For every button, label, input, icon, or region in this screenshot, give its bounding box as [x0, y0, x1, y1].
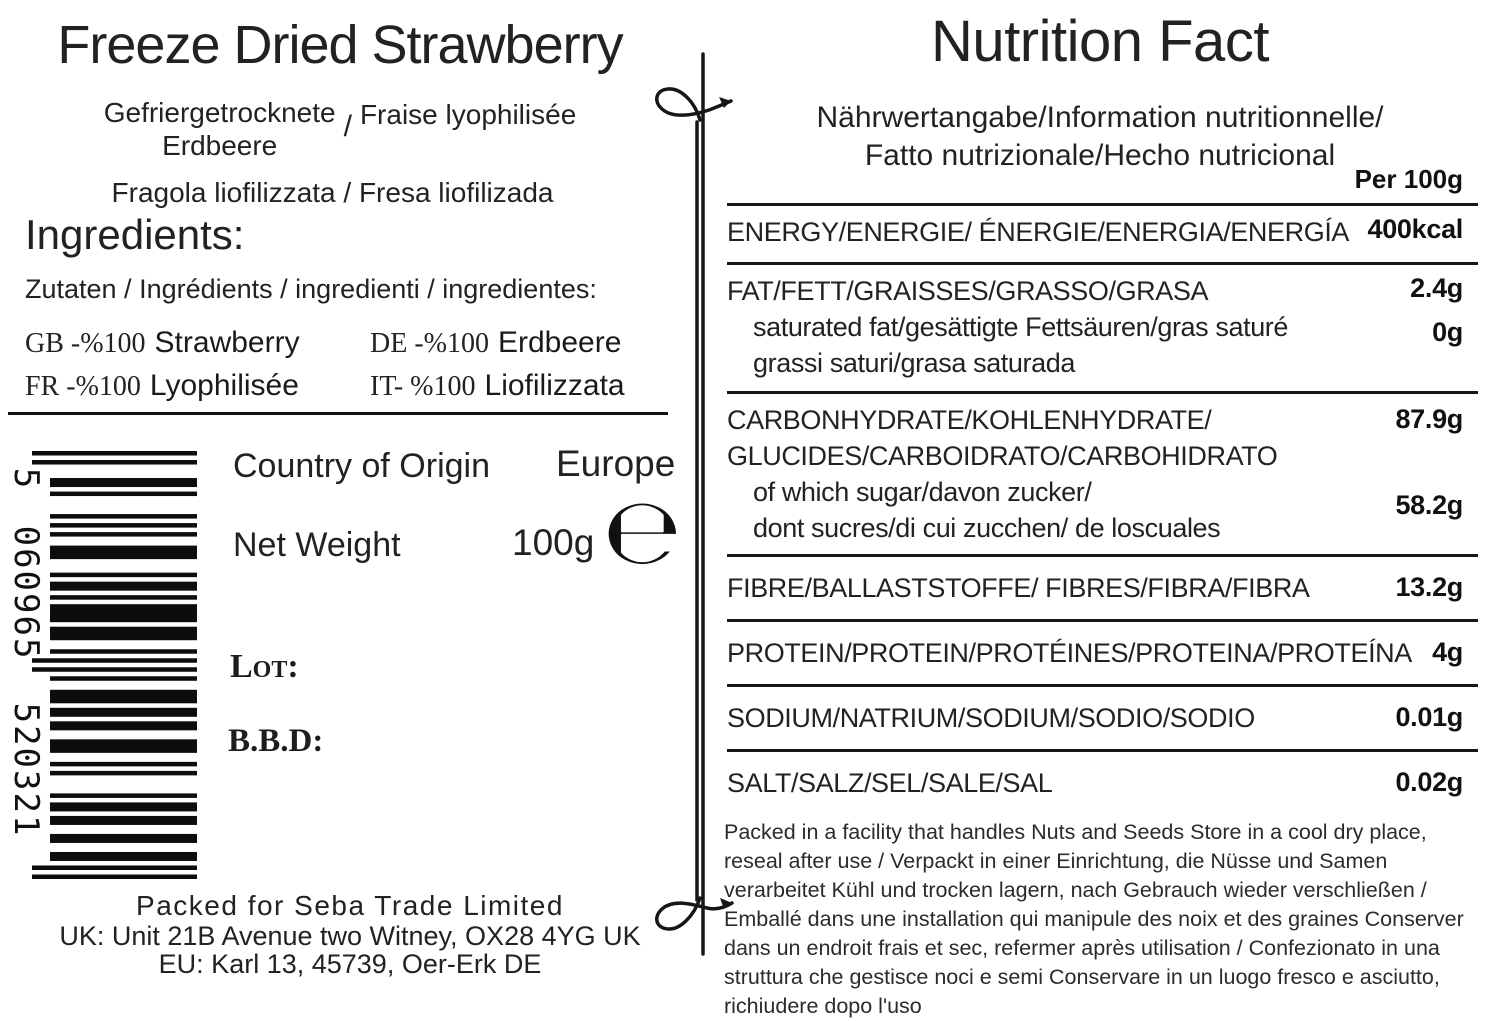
nutrition-row-salt-label: SALT/SALZ/SEL/SALE/SAL	[727, 768, 1053, 798]
nutrition-row-protein-value: 4g	[1432, 637, 1463, 667]
barcode	[5, 448, 205, 883]
barcode-bar	[50, 649, 197, 654]
ingredient-gb-code: GB -%100	[25, 328, 146, 359]
barcode-bar	[50, 478, 197, 487]
nutrition-row-sodium-value: 0.01g	[1395, 702, 1463, 732]
nutrition-row-carb-label2: GLUCIDES/CARBOIDRATO/CARBOHIDRATO	[727, 441, 1278, 471]
subtitle-slash: /	[343, 110, 352, 143]
nutrition-row-energy	[727, 206, 1478, 262]
barcode-bar	[50, 802, 197, 811]
nutrition-title: Nutrition Fact	[931, 9, 1269, 74]
barcode-bar	[50, 573, 197, 578]
ingredient-de	[370, 326, 621, 360]
nutrition-row-fat-sub2: grassi saturi/grasa saturada	[753, 348, 1075, 378]
barcode-bar	[32, 865, 197, 870]
barcode-bar	[50, 546, 197, 560]
ingredient-fr-name: Lyophilisée	[149, 369, 299, 402]
ingredient-fr	[25, 369, 299, 403]
address-eu: EU: Karl 13, 45739, Oer-Erk DE	[158, 949, 542, 979]
ingredients-subtitle: Zutaten / Ingrédients / ingredienti / ingredientes:	[25, 274, 597, 304]
ingredient-it-code: IT- %100	[370, 371, 476, 402]
origin-value: Europe	[556, 443, 676, 484]
nutrition-row-carb-value: 87.9g	[1395, 404, 1463, 434]
barcode-bar	[50, 721, 197, 730]
divider-bottom-loop	[657, 898, 732, 929]
nutrition-subtitle-line1: Nährwertangabe/Information nutritionnelle/	[816, 101, 1384, 134]
nutrition-subtitle-line2: Fatto nutrizionale/Hecho nutricional	[864, 139, 1336, 172]
barcode-bar	[50, 793, 197, 798]
product-subtitle-de-fr	[10, 96, 670, 162]
barcode-bar	[50, 834, 197, 843]
ingredient-de-name: Erdbeere	[497, 326, 622, 359]
estimated-sign: ℮	[603, 478, 682, 585]
nutrition-row-carb-sub2: dont sucres/di cui zucchen/ de loscuales	[753, 513, 1221, 543]
barcode-bar	[32, 460, 197, 465]
per-100g-label: Per 100g	[1354, 164, 1463, 194]
barcode-bar	[50, 604, 197, 622]
subtitle-german-line1: Gefriergetrocknete	[103, 97, 336, 128]
nutrition-row-fat-label: FAT/FETT/GRAISSES/GRASSO/GRASA	[727, 276, 1209, 306]
nutrition-row-sodium-label: SODIUM/NATRIUM/SODIUM/SODIO/SODIO	[727, 703, 1255, 733]
ingredients-divider-rule	[8, 412, 668, 415]
barcode-bar	[50, 708, 197, 717]
barcode-bar	[50, 582, 197, 591]
nutrition-row-salt-value: 0.02g	[1395, 767, 1463, 797]
nutrition-row-fat	[727, 262, 1478, 391]
nutrition-row-protein	[727, 619, 1478, 684]
barcode-bar	[50, 523, 197, 528]
ingredients-title: Ingredients:	[25, 211, 245, 258]
ingredient-gb-name: Strawberry	[154, 326, 300, 359]
barcode-bar	[50, 816, 197, 825]
net-weight-value: 100g	[512, 522, 595, 563]
barcode-bar	[32, 874, 197, 879]
nutrition-row-energy-label: ENERGY/ENERGIE/ ÉNERGIE/ENERGIA/ENERGÍA	[727, 217, 1350, 247]
subtitle-german-line2: Erdbeere	[162, 130, 278, 161]
nutrition-row-fibre	[727, 554, 1478, 619]
nutrition-table	[727, 203, 1478, 814]
barcode-bar	[50, 532, 197, 537]
nutrition-row-carbohydrate	[727, 391, 1478, 554]
nutrition-row-fat-sub1: saturated fat/gesättigte Fettsäuren/gras saturé	[753, 312, 1289, 342]
subtitle-german	[104, 96, 336, 162]
nutrition-row-sugar-value: 58.2g	[1395, 490, 1463, 520]
nutrition-row-fibre-label: FIBRE/BALLASTSTOFFE/ FIBRES/FIBRA/FIBRA	[727, 573, 1310, 603]
ingredient-it-name: Liofilizzata	[484, 369, 625, 402]
nutrition-row-energy-value: 400kcal	[1367, 214, 1463, 244]
barcode-bars	[32, 451, 197, 879]
ingredient-it	[370, 369, 625, 403]
nutrition-row-fat-value: 2.4g	[1410, 273, 1463, 303]
net-weight-label: Net Weight	[233, 526, 401, 564]
product-title: Freeze Dried Strawberry	[57, 15, 623, 75]
nutrition-row-carb-label1: CARBONHYDRATE/KOHLENHYDRATE/	[727, 405, 1212, 435]
barcode-bar	[50, 514, 197, 519]
lot-label: Lot:	[230, 648, 299, 685]
bbd-label: B.B.D:	[228, 723, 324, 759]
packed-for-line: Packed for Seba Trade Limited	[136, 890, 564, 921]
barcode-bar	[50, 762, 197, 767]
ingredient-de-code: DE -%100	[370, 328, 489, 359]
nutrition-row-salt	[727, 749, 1478, 814]
barcode-lead-digit: 5	[6, 467, 46, 489]
barcode-bar	[50, 676, 197, 681]
product-subtitle-it-es: Fragola liofilizzata / Fresa liofilizada	[111, 177, 554, 208]
barcode-digits-group2: 520321	[6, 702, 46, 838]
ingredient-fr-code: FR -%100	[25, 371, 141, 402]
barcode-bar	[50, 690, 197, 704]
ingredient-gb	[25, 326, 300, 360]
origin-label: Country of Origin	[233, 447, 490, 485]
barcode-bar	[50, 492, 197, 497]
subtitle-french: Fraise lyophilisée	[359, 99, 577, 130]
nutrition-row-protein-label: PROTEIN/PROTEIN/PROTÉINES/PROTEINA/PROTEÍNA	[727, 638, 1412, 668]
barcode-bar	[32, 667, 197, 672]
nutrition-row-fibre-value: 13.2g	[1395, 572, 1463, 602]
barcode-bar	[50, 739, 197, 753]
allergen-storage-footnote: Packed in a facility that handles Nuts and Seeds Store in a cool dry place, reseal after use / Verpackt in einer Einrichtung, die Nüsse und Samen verarbeitet Kühl und trocken lagern, nach Gebrauch wieder verschließen / Emballé dans une installation qui manipule des noix et des graines Conserver dans un endroit frais et sec, refermer après utilisation / Confezionato in una struttura che gestisce noci e semi Conservare in un luogo fresco e asciutto, richiudere dopo l'uso	[724, 820, 1464, 1018]
barcode-bar	[32, 451, 197, 456]
barcode-bar	[50, 627, 197, 641]
barcode-bar	[32, 658, 197, 663]
barcode-digits-group1: 060965	[6, 525, 46, 661]
nutrition-row-carb-sub1: of which sugar/davon zucker/	[753, 477, 1092, 507]
address-uk: UK: Unit 21B Avenue two Witney, OX28 4YG UK	[59, 921, 641, 951]
nutrition-row-sodium	[727, 684, 1478, 749]
barcode-bar	[50, 852, 197, 861]
nutrition-row-satfat-value: 0g	[1432, 317, 1463, 347]
barcode-bar	[50, 595, 197, 600]
barcode-bar	[50, 771, 197, 776]
